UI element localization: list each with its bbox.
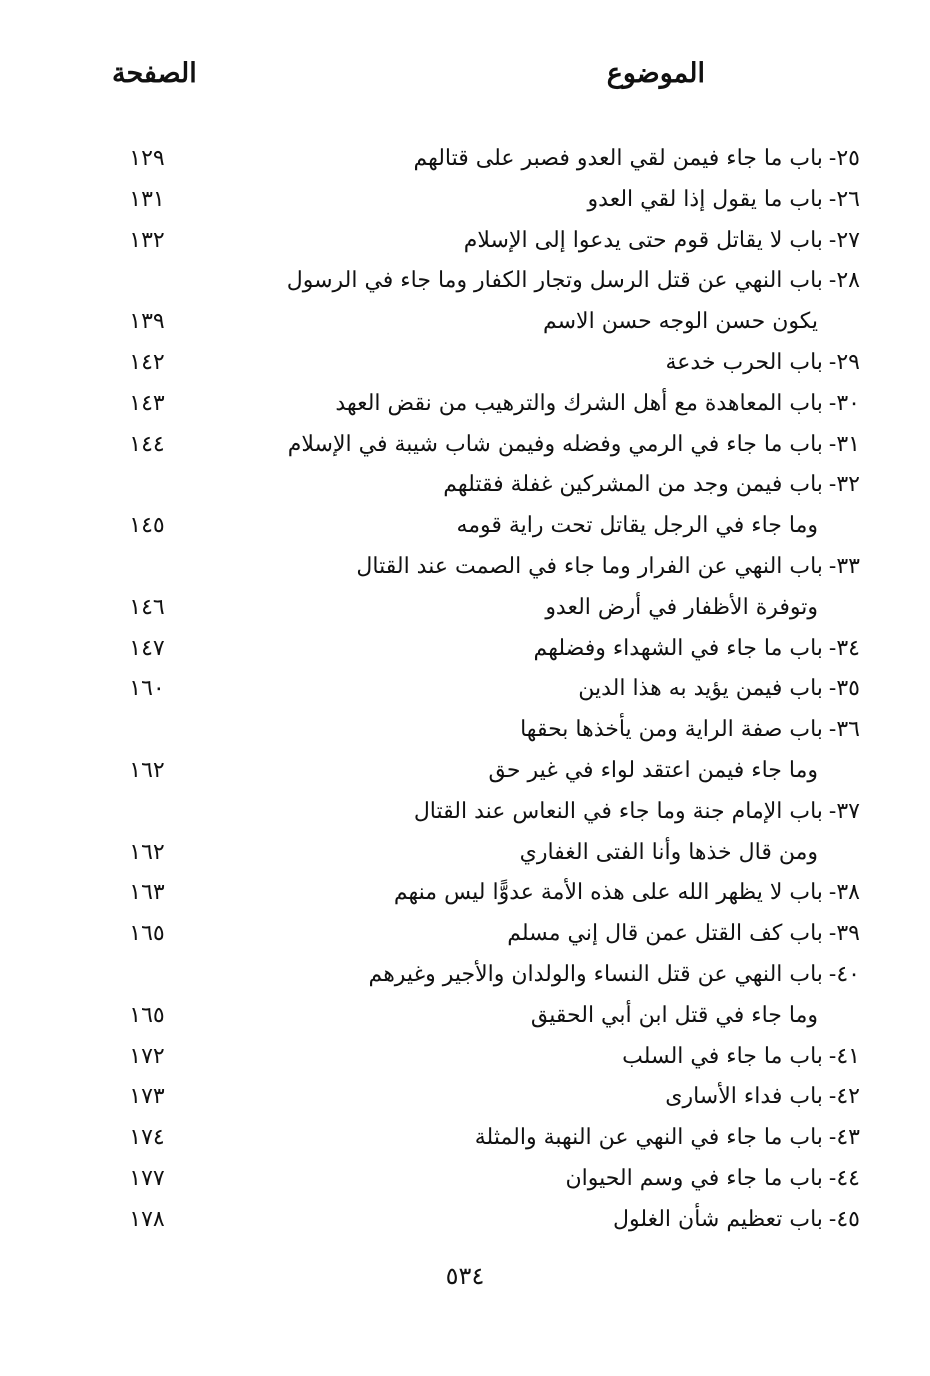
toc-entry — [588, 183, 860, 217]
toc-entry — [335, 387, 860, 421]
entry-number: ٣٢- — [828, 472, 860, 498]
entry-number: ٤٥- — [828, 1206, 860, 1232]
entry-number: ٢٨- — [828, 268, 860, 294]
entry-title: ومن قال خذها وأنا الفتى الغفاري — [519, 839, 818, 865]
entry-page-number: ١٤٤ — [129, 431, 165, 457]
toc-row — [0, 874, 930, 915]
topic-column-heading: الموضوع — [606, 58, 705, 89]
entry-title: باب النهي عن قتل الرسل وتجار الكفار وما جاء في الرسول — [286, 268, 823, 294]
toc-entry — [287, 264, 860, 298]
toc-row — [0, 793, 930, 834]
toc-entry — [613, 1203, 860, 1237]
toc-row — [0, 385, 930, 426]
toc-entry-continuation — [520, 836, 818, 870]
toc-list — [0, 140, 930, 1242]
entry-title: باب لا يقاتل قوم حتى يدعوا إلى الإسلام — [463, 227, 823, 253]
toc-row — [0, 140, 930, 181]
entry-page-number: ١٤٣ — [129, 390, 165, 416]
entry-number: ٣٠- — [828, 390, 860, 416]
entry-title: باب ما يقول إذا لقي العدو — [587, 186, 823, 212]
toc-entry — [622, 1040, 860, 1074]
toc-row — [0, 956, 930, 997]
toc-entry — [665, 346, 860, 380]
entry-number: ٤٣- — [828, 1125, 860, 1151]
entry-number: ٣٣- — [828, 553, 860, 579]
toc-entry — [520, 713, 860, 747]
toc-entry — [443, 468, 860, 502]
entry-title: باب صفة الراية ومن يأخذها بحقها — [520, 717, 823, 743]
entry-title: وما جاء في قتل ابن أبي الحقيق — [530, 1002, 818, 1028]
entry-title: باب النهي عن قتل النساء والولدان والأجير وغيرهم — [368, 961, 823, 987]
toc-row — [0, 303, 930, 344]
page-number: ٥٣٤ — [445, 1262, 485, 1290]
entry-title: باب كف القتل عمن قال إني مسلم — [507, 921, 823, 947]
entry-title: باب ما جاء في الشهداء وفضلهم — [533, 635, 823, 661]
toc-row — [0, 1038, 930, 1079]
toc-entry-continuation — [545, 591, 818, 625]
toc-entry — [578, 672, 860, 706]
toc-entry — [534, 632, 860, 666]
entry-title: باب النهي عن الفرار وما جاء في الصمت عند القتال — [356, 553, 823, 579]
entry-number: ٤٤- — [828, 1165, 860, 1191]
entry-title: يكون حسن الوجه حسن الاسم — [542, 309, 818, 335]
toc-entry-continuation — [456, 509, 818, 543]
entry-title: باب ما جاء في وسم الحيوان — [565, 1165, 823, 1191]
toc-row — [0, 834, 930, 875]
entry-number: ٤١- — [828, 1043, 860, 1069]
entry-page-number: ١٧٧ — [129, 1165, 165, 1191]
entry-number: ٢٥- — [828, 146, 860, 171]
entry-page-number: ١٤٦ — [129, 594, 165, 620]
entry-page-number: ١٧٨ — [129, 1206, 165, 1232]
toc-row — [0, 344, 930, 385]
entry-title: باب فيمن وجد من المشركين غفلة فقتلهم — [443, 472, 823, 498]
toc-row — [0, 711, 930, 752]
toc-entry — [413, 142, 860, 176]
entry-number: ٣٦- — [828, 717, 860, 743]
toc-row — [0, 222, 930, 263]
toc-entry-continuation — [531, 999, 818, 1033]
entry-title: باب لا يظهر الله على هذه الأمة عدوًّا ليس منهم — [393, 880, 823, 906]
entry-title: باب تعظيم شأن الغلول — [612, 1206, 823, 1232]
entry-page-number: ١٢٩ — [129, 146, 165, 171]
toc-entry — [464, 224, 860, 258]
entry-title: باب ما جاء في النهي عن النهبة والمثلة — [474, 1125, 823, 1151]
entry-title: باب فيمن يؤيد به هذا الدين — [578, 676, 823, 702]
entry-title: باب الإمام جنة وما جاء في النعاس عند القتال — [413, 798, 823, 824]
entry-page-number: ١٣٩ — [129, 309, 165, 335]
toc-row — [0, 1119, 930, 1160]
toc-row — [0, 466, 930, 507]
entry-number: ٣٧- — [828, 798, 860, 824]
entry-number: ٣٤- — [828, 635, 860, 661]
entry-page-number: ١٦٠ — [129, 676, 165, 702]
entry-number: ٣٥- — [828, 676, 860, 702]
entry-page-number: ١٧٤ — [129, 1125, 165, 1151]
entry-number: ٣١- — [828, 431, 860, 457]
entry-page-number: ١٣٢ — [129, 227, 165, 253]
entry-title: وتوفرة الأظفار في أرض العدو — [545, 594, 818, 620]
toc-row — [0, 507, 930, 548]
toc-entry — [356, 550, 860, 584]
toc-entry — [369, 958, 860, 992]
entry-number: ٣٨- — [828, 880, 860, 906]
toc-row — [0, 752, 930, 793]
toc-row — [0, 589, 930, 630]
entry-title: باب ما جاء في الرمي وفضله وفيمن شاب شيبة في الإسلام — [287, 431, 823, 457]
toc-row — [0, 1201, 930, 1242]
entry-number: ٢٧- — [828, 227, 860, 253]
entry-number: ٢٦- — [828, 186, 860, 212]
toc-row — [0, 915, 930, 956]
entry-page-number: ١٤٢ — [129, 349, 165, 375]
page-column-heading: الصفحة — [112, 58, 197, 89]
entry-page-number: ١٦٣ — [129, 880, 165, 906]
toc-row — [0, 426, 930, 467]
entry-page-number: ١٦٢ — [129, 839, 165, 865]
entry-title: باب فداء الأسارى — [665, 1084, 823, 1110]
toc-row — [0, 181, 930, 222]
entry-page-number: ١٦٥ — [129, 1002, 165, 1028]
toc-row — [0, 997, 930, 1038]
entry-title: وما جاء فيمن اعتقد لواء في غير حق — [488, 757, 818, 783]
entry-number: ٣٩- — [828, 921, 860, 947]
entry-page-number: ١٤٧ — [129, 635, 165, 661]
toc-entry — [394, 876, 860, 910]
entry-page-number: ١٧٢ — [129, 1043, 165, 1069]
toc-entry — [507, 917, 860, 951]
entry-number: ٤٢- — [828, 1084, 860, 1110]
toc-entry — [414, 795, 860, 829]
toc-row — [0, 262, 930, 303]
entry-title: باب ما جاء في السلب — [622, 1043, 823, 1069]
toc-entry — [565, 1162, 860, 1196]
entry-page-number: ١٧٣ — [129, 1084, 165, 1110]
entry-title: باب ما جاء فيمن لقي العدو فصبر على قتالهم — [413, 146, 823, 171]
toc-entry — [475, 1121, 860, 1155]
toc-row — [0, 1160, 930, 1201]
toc-entry — [288, 428, 860, 462]
toc-entry-continuation — [489, 754, 819, 788]
entry-number: ٢٩- — [828, 349, 860, 375]
entry-title: باب المعاهدة مع أهل الشرك والترهيب من نقض العهد — [335, 390, 823, 416]
entry-page-number: ١٤٥ — [129, 513, 165, 539]
entry-number: ٤٠- — [828, 961, 860, 987]
toc-header — [0, 58, 930, 108]
entry-title: باب الحرب خدعة — [665, 349, 823, 375]
toc-entry-continuation — [543, 305, 818, 339]
entry-page-number: ١٣١ — [129, 186, 165, 212]
entry-page-number: ١٦٥ — [129, 921, 165, 947]
entry-page-number: ١٦٢ — [129, 757, 165, 783]
toc-row — [0, 630, 930, 671]
toc-row — [0, 548, 930, 589]
toc-row — [0, 670, 930, 711]
toc-entry — [665, 1080, 860, 1114]
entry-title: وما جاء في الرجل يقاتل تحت راية قومه — [456, 513, 818, 539]
toc-row — [0, 1078, 930, 1119]
